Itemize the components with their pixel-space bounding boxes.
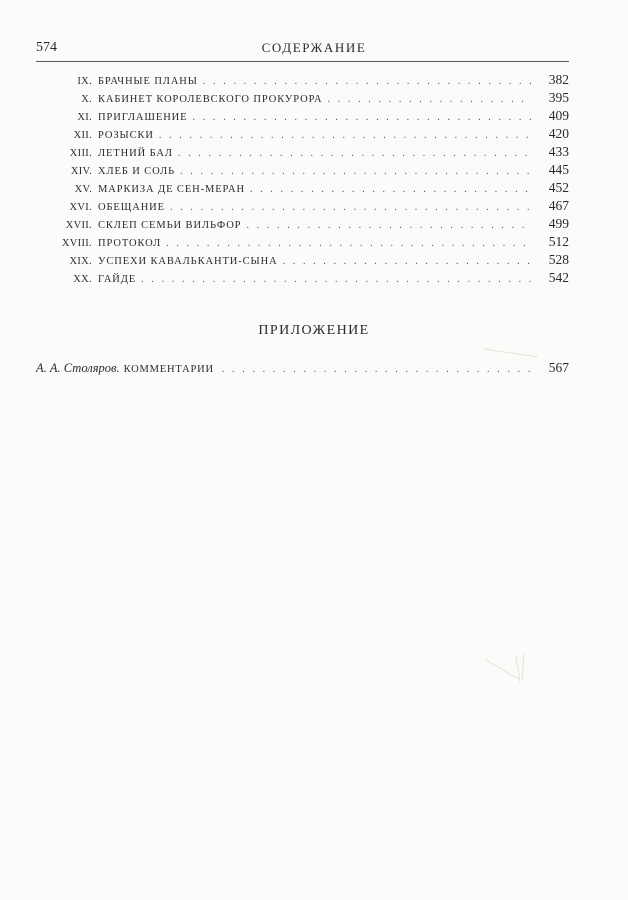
toc-entry <box>36 198 569 216</box>
page-ref: 420 <box>548 126 569 141</box>
chapter-number: XII. <box>73 130 92 141</box>
page-ref: 528 <box>548 252 569 267</box>
toc-entry <box>36 126 569 144</box>
chapter-number: XIII. <box>69 148 92 159</box>
chapter-number: XX. <box>73 274 92 285</box>
dot-leader <box>203 76 532 87</box>
chapter-title: БРАЧНЫЕ ПЛАНЫ <box>98 76 198 87</box>
chapter-title: РОЗЫСКИ <box>98 130 154 141</box>
toc-entry <box>36 234 569 252</box>
running-head: СОДЕРЖАНИЕ <box>261 40 367 55</box>
chapter-title: МАРКИЗА ДЕ СЕН-МЕРАН <box>98 184 245 195</box>
page-ref: 467 <box>548 198 569 213</box>
dot-leader <box>178 148 532 159</box>
dot-leader <box>222 364 532 375</box>
chapter-title: ХЛЕБ И СОЛЬ <box>98 166 176 177</box>
chapter-number: XVIII. <box>61 238 92 249</box>
chapter-number: XIV. <box>70 166 92 177</box>
chapter-title: УСПЕХИ КАВАЛЬКАНТИ-СЫНА <box>98 256 278 267</box>
toc-entry <box>36 144 569 162</box>
table-of-contents <box>36 72 569 288</box>
chapter-number: XVII. <box>65 220 92 231</box>
chapter-number: XIX. <box>69 256 92 267</box>
page-number: 574 <box>36 40 57 55</box>
toc-entry <box>36 270 569 288</box>
dot-leader <box>141 274 532 285</box>
appendix-heading: ПРИЛОЖЕНИЕ <box>258 323 370 338</box>
paper-crease-mark <box>482 650 532 690</box>
toc-entry <box>36 252 569 270</box>
dot-leader <box>250 184 532 195</box>
chapter-number: XV. <box>74 184 92 195</box>
appendix-title: КОММЕНТАРИИ <box>123 364 214 375</box>
header-rule <box>36 61 569 62</box>
chapter-title: ПРИГЛАШЕНИЕ <box>98 112 188 123</box>
page-ref: 445 <box>548 162 569 177</box>
chapter-title: ЛЕТНИЙ БАЛ <box>98 148 173 159</box>
toc-entry <box>36 216 569 234</box>
chapter-title: ОБЕЩАНИЕ <box>98 202 165 213</box>
page-ref: 499 <box>548 216 569 231</box>
page-ref: 409 <box>548 108 569 123</box>
chapter-number: XVI. <box>69 202 92 213</box>
chapter-number: XI. <box>77 112 92 123</box>
page-ref: 542 <box>548 270 569 285</box>
dot-leader <box>170 202 532 213</box>
page-ref: 433 <box>548 144 569 159</box>
page-ref: 382 <box>548 72 569 87</box>
dot-leader <box>166 238 532 249</box>
toc-entry <box>36 180 569 198</box>
page-ref: 567 <box>548 360 569 375</box>
appendix-author: А. А. Столяров. <box>36 361 120 375</box>
dot-leader <box>180 166 532 177</box>
dot-leader <box>327 94 532 105</box>
toc-entry <box>36 108 569 126</box>
chapter-number: IX. <box>77 76 92 87</box>
page-ref: 395 <box>548 90 569 105</box>
dot-leader <box>159 130 532 141</box>
dot-leader <box>192 112 532 123</box>
chapter-title: СКЛЕП СЕМЬИ ВИЛЬФОР <box>98 220 242 231</box>
toc-entry <box>36 72 569 90</box>
toc-entry <box>36 90 569 108</box>
dot-leader <box>283 256 532 267</box>
chapter-title: ГАЙДЕ <box>98 274 137 285</box>
page-ref: 512 <box>548 234 569 249</box>
paper-crease-mark <box>482 343 542 363</box>
page-ref: 452 <box>548 180 569 195</box>
chapter-title: ПРОТОКОЛ <box>98 238 162 249</box>
chapter-title: КАБИНЕТ КОРОЛЕВСКОГО ПРОКУРОРА <box>98 94 323 105</box>
toc-entry <box>36 162 569 180</box>
chapter-number: X. <box>81 94 92 105</box>
dot-leader <box>246 220 532 231</box>
